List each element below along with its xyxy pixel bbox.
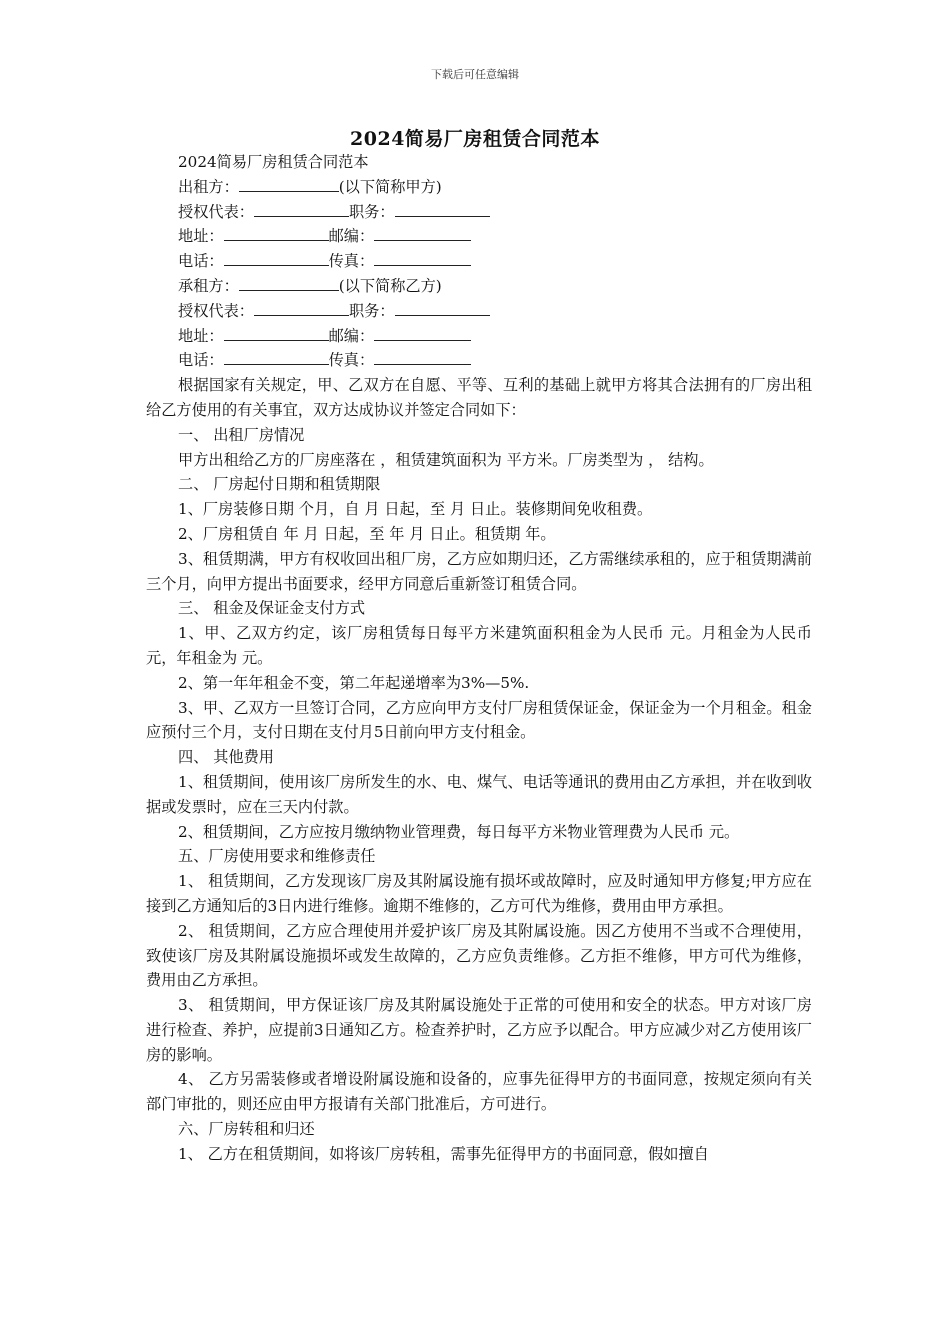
- section-4-item-2: 2、租赁期间，乙方应按月缴纳物业管理费，每日每平方米物业管理费为人民币 元。: [178, 822, 740, 841]
- postcode-blank: [374, 326, 471, 341]
- section-3-item-1: 1、甲、乙双方约定，该厂房租赁每日每平方米建筑面积租金为人民币 元。月租金为人民币 元，年租金为 元。: [146, 624, 812, 667]
- lessee-address-line: 地址： 邮编：: [146, 324, 812, 349]
- section-5-heading: 五、厂房使用要求和维修责任: [178, 847, 376, 866]
- section-1-heading: 一、 出租厂房情况: [178, 425, 305, 444]
- lessor-phone-line: 电话： 传真：: [146, 249, 812, 274]
- section-4-heading: 四、 其他费用: [178, 748, 274, 767]
- address-blank: [224, 326, 329, 341]
- subtitle: 2024简易厂房租赁合同范本: [178, 153, 369, 171]
- lessor-blank: [239, 177, 339, 192]
- lessor-rep-line: 授权代表： 职务：: [146, 200, 812, 225]
- rep-blank: [254, 202, 349, 217]
- phone-blank: [224, 350, 329, 365]
- lessor-line: 出租方： (以下简称甲方): [178, 177, 442, 196]
- intro-paragraph: 根据国家有关规定，甲、乙双方在自愿、平等、互利的基础上就甲方将其合法拥有的厂房出租给乙方使用的有关事宜，双方达成协议并签定合同如下：: [146, 376, 812, 419]
- section-3-item-3: 3、甲、乙双方一旦签订合同，乙方应向甲方支付厂房租赁保证金，保证金为一个月租金。租金应预付三个月，支付日期在支付月5日前向甲方支付租金。: [146, 698, 812, 742]
- postcode-blank: [374, 226, 471, 241]
- section-2-heading: 二、 厂房起付日期和租赁期限: [178, 475, 381, 494]
- position-blank: [395, 301, 490, 316]
- fax-blank: [374, 350, 471, 365]
- lessor-address-line: 地址： 邮编：: [146, 224, 812, 249]
- lessee-rep-line: 授权代表： 职务：: [146, 299, 812, 324]
- section-6-heading: 六、厂房转租和归还: [178, 1120, 315, 1139]
- section-1-text: 甲方出租给乙方的厂房座落在 ，租赁建筑面积为 平方米。厂房类型为 ， 结构。: [178, 450, 714, 469]
- lessee-line: 承租方： (以下简称乙方): [178, 276, 442, 295]
- contract-body: [146, 150, 812, 1167]
- section-5-item-2: 2、 租赁期间，乙方应合理使用并爱护该厂房及其附属设施。因乙方使用不当或不合理使用，致使该厂房及其附属设施损坏或发生故障的，乙方应负责维修。乙方拒不维修，甲方可代为维修，费用由乙方承担。: [146, 921, 812, 990]
- section-5-item-3: 3、 租赁期间，甲方保证该厂房及其附属设施处于正常的可使用和安全的状态。甲方对该厂房进行检查、养护，应提前3日通知乙方。检查养护时，乙方应予以配合。甲方应减少对乙方使用该厂房的影响。: [146, 996, 812, 1064]
- fax-blank: [374, 251, 471, 266]
- page-header: 下载后可任意编辑: [431, 68, 519, 81]
- address-blank: [224, 226, 329, 241]
- section-4-item-1: 1、租赁期间，使用该厂房所发生的水、电、煤气、电话等通讯的费用由乙方承担，并在收到收据或发票时，应在三天内付款。: [146, 772, 812, 816]
- section-5-item-1: 1、 租赁期间，乙方发现该厂房及其附属设施有损坏或故障时，应及时通知甲方修复;甲方应在接到乙方通知后的3日内进行维修。逾期不维修的，乙方可代为维修，费用由甲方承担。: [146, 872, 812, 915]
- section-2-item-3: 3、租赁期满，甲方有权收回出租厂房，乙方应如期归还，乙方需继续承租的，应于租赁期满前三个月，向甲方提出书面要求，经甲方同意后重新签订租赁合同。: [146, 549, 812, 593]
- section-5-item-4: 4、 乙方另需装修或者增设附属设施和设备的，应事先征得甲方的书面同意，按规定须向有关部门审批的，则还应由甲方报请有关部门批准后，方可进行。: [146, 1070, 812, 1114]
- document-title: 2024简易厂房租赁合同范本: [350, 128, 600, 150]
- position-blank: [395, 202, 490, 217]
- section-2-item-2: 2、厂房租赁自 年 月 日起，至 年 月 日止。租赁期 年。: [178, 524, 556, 543]
- section-3-item-2: 2、第一年年租金不变，第二年起递增率为3%—5%.: [178, 673, 530, 692]
- lessee-phone-line: 电话： 传真：: [146, 348, 812, 373]
- section-6-item-1: 1、 乙方在租赁期间，如将该厂房转租，需事先征得甲方的书面同意，假如擅自: [178, 1144, 709, 1163]
- phone-blank: [224, 251, 329, 266]
- section-3-heading: 三、 租金及保证金支付方式: [178, 599, 366, 618]
- rep-blank: [254, 301, 349, 316]
- lessee-blank: [239, 276, 339, 291]
- section-2-item-1: 1、厂房装修日期 个月，自 月 日起，至 月 日止。装修期间免收租费。: [178, 500, 653, 519]
